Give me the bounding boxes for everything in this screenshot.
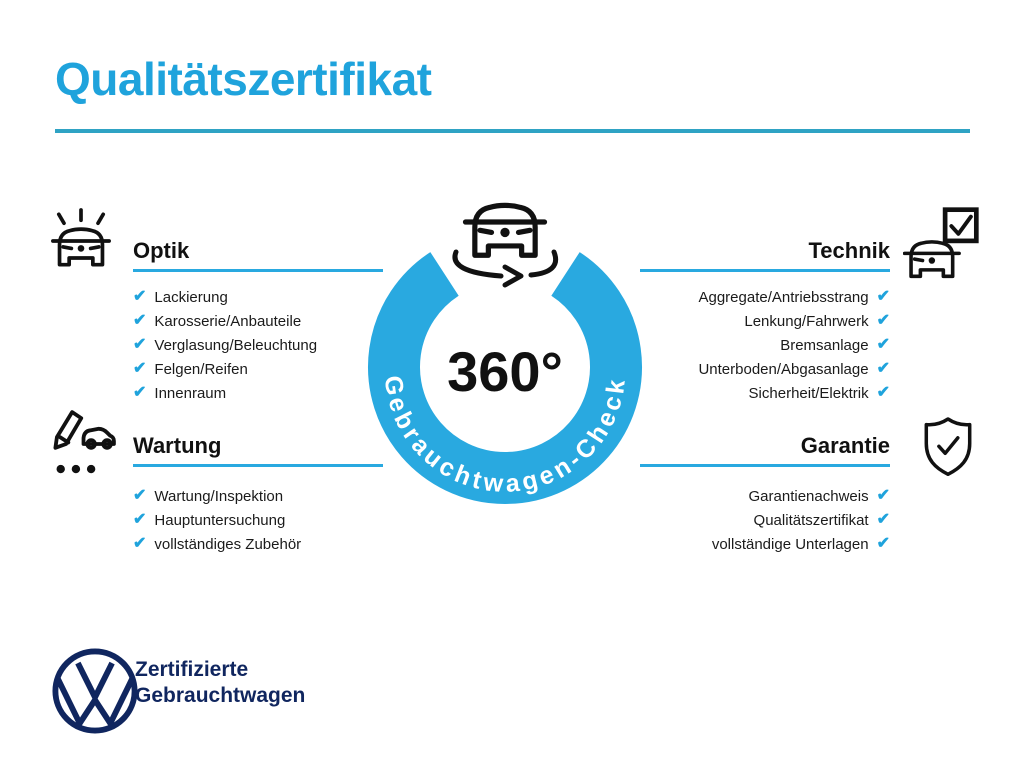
badge-degree-label: 360°	[447, 340, 563, 403]
list-item	[133, 381, 383, 405]
check-icon: ✔	[876, 312, 890, 329]
list-item	[640, 484, 890, 508]
check-icon: ✔	[133, 384, 147, 401]
section-garantie	[640, 433, 890, 556]
section-wartung-heading: Wartung	[133, 433, 222, 458]
car-360-rotation-icon	[455, 205, 556, 285]
check-icon: ✔	[876, 511, 890, 528]
section-optik-rule	[133, 269, 383, 272]
section-wartung	[133, 433, 383, 556]
check-icon: ✔	[133, 312, 147, 329]
list-item	[133, 532, 383, 556]
list-item	[133, 484, 383, 508]
list-item	[133, 357, 383, 381]
section-garantie-heading: Garantie	[800, 433, 890, 458]
item-label: Unterboden/Abgasanlage	[698, 360, 869, 378]
check-icon: ✔	[876, 288, 890, 305]
check-icon: ✔	[876, 336, 890, 353]
section-technik	[640, 238, 890, 405]
item-label: Garantienachweis	[748, 487, 869, 505]
item-label: Lenkung/Fahrwerk	[744, 312, 869, 330]
section-garantie-rule	[640, 464, 890, 467]
item-label: Hauptuntersuchung	[154, 511, 286, 529]
list-item	[640, 333, 890, 357]
item-label: Lackierung	[154, 288, 228, 306]
check-icon: ✔	[876, 487, 890, 504]
list-item	[133, 285, 383, 309]
item-label: vollständige Unterlagen	[711, 535, 869, 553]
check-icon: ✔	[876, 360, 890, 377]
check-icon: ✔	[133, 336, 147, 353]
check-icon: ✔	[133, 487, 147, 504]
brand-line2: Gebrauchtwagen	[135, 684, 306, 707]
list-item	[133, 508, 383, 532]
item-label: Verglasung/Beleuchtung	[154, 336, 318, 354]
list-item	[640, 357, 890, 381]
service-record-icon	[44, 406, 120, 482]
section-technik-heading: Technik	[808, 238, 890, 263]
badge-360-check	[355, 190, 655, 520]
vw-logo	[50, 646, 140, 736]
check-icon: ✔	[133, 360, 147, 377]
check-icon: ✔	[133, 288, 147, 305]
brand-text	[135, 657, 305, 709]
item-label: Sicherheit/Elektrik	[748, 384, 869, 402]
list-item	[133, 333, 383, 357]
check-icon: ✔	[133, 535, 147, 552]
list-item	[133, 309, 383, 333]
section-optik-heading: Optik	[133, 238, 190, 263]
section-wartung-items	[133, 484, 383, 556]
list-item	[640, 309, 890, 333]
list-item	[640, 381, 890, 405]
title-divider	[55, 129, 970, 133]
list-item	[640, 285, 890, 309]
check-icon: ✔	[876, 535, 890, 552]
section-garantie-items	[640, 484, 890, 556]
section-optik-items	[133, 285, 383, 405]
item-label: vollständiges Zubehör	[154, 535, 302, 553]
item-label: Innenraum	[154, 384, 227, 402]
list-item	[640, 532, 890, 556]
section-technik-rule	[640, 269, 890, 272]
brand-line1: Zertifizierte	[135, 658, 249, 681]
car-checklist-icon	[903, 205, 981, 283]
check-icon: ✔	[133, 511, 147, 528]
badge-curved-label: Gebrauchtwagen-Check	[378, 373, 632, 499]
section-optik	[133, 238, 383, 405]
shield-check-icon	[913, 412, 983, 482]
car-shine-icon	[44, 204, 118, 278]
check-icon: ✔	[876, 384, 890, 401]
item-label: Qualitätszertifikat	[753, 511, 869, 529]
item-label: Bremsanlage	[780, 336, 869, 354]
item-label: Wartung/Inspektion	[154, 487, 284, 505]
section-wartung-rule	[133, 464, 383, 467]
page-title: Qualitätszertifikat	[55, 53, 432, 105]
section-technik-items	[640, 285, 890, 405]
item-label: Karosserie/Anbauteile	[154, 312, 302, 330]
list-item	[640, 508, 890, 532]
item-label: Aggregate/Antriebsstrang	[698, 288, 869, 306]
item-label: Felgen/Reifen	[154, 360, 248, 378]
